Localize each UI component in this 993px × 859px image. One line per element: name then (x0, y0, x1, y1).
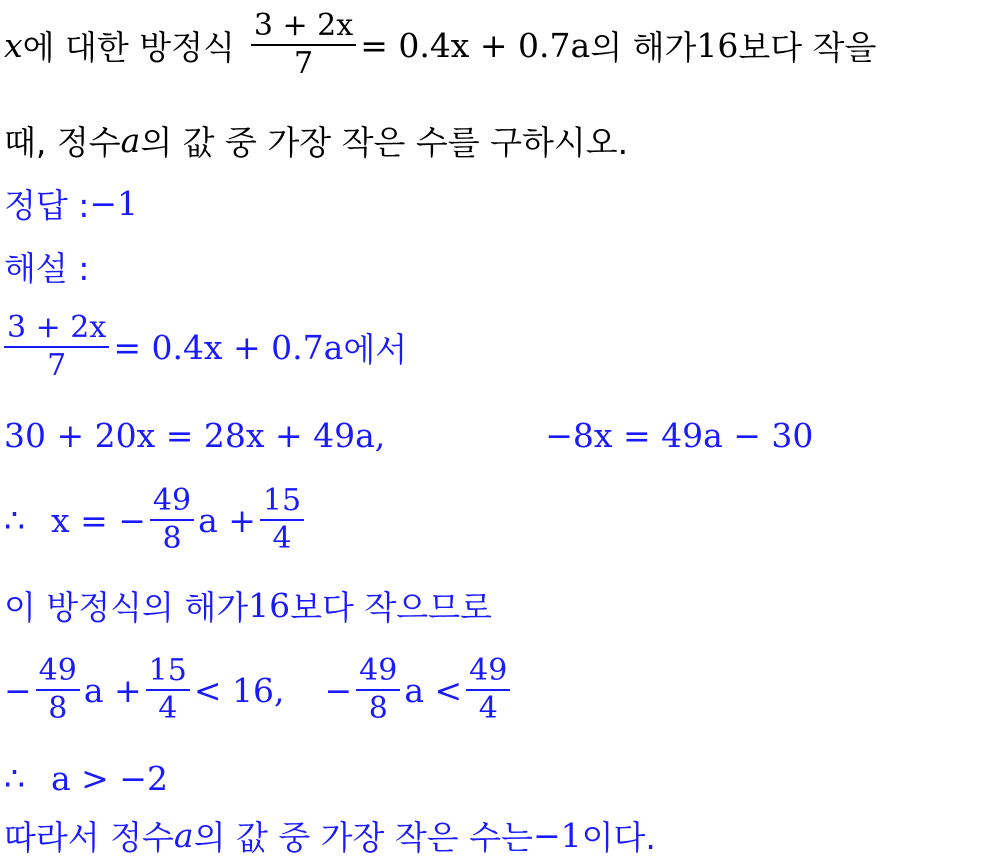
eq1-fraction (4, 310, 109, 384)
problem-line2-variable: a (120, 120, 141, 160)
ineq-minus: − (4, 670, 32, 710)
conclusion-value: −1 (532, 815, 582, 855)
ineq-fraction-1 (36, 653, 80, 727)
conclusion-text-b: 의 값 중 가장 작은 수는 (193, 817, 533, 857)
solution-equation-1 (4, 302, 407, 392)
problem-variable: x (4, 25, 23, 65)
problem-tail-text-2: 보다 작을 (738, 27, 877, 67)
eq3-fraction-2 (260, 483, 304, 557)
ineq-fraction-2-numerator: 15 (146, 653, 190, 691)
ineq2-fraction-1 (356, 653, 400, 727)
result-inequality: a > −2 (51, 758, 168, 798)
problem-fraction-denominator: 7 (293, 46, 314, 81)
answer-label: 정답 : (4, 185, 90, 225)
eq2-left: 30 + 20x = 28x + 49a, (4, 415, 386, 455)
solution-result-line (4, 753, 168, 803)
text1-tail: 보다 작으므로 (290, 587, 492, 627)
ineq2-fraction-1-denominator: 8 (368, 691, 388, 726)
eq1-suffix: 에서 (343, 329, 408, 369)
eq3-fraction-2-denominator: 4 (272, 521, 292, 556)
answer-line (4, 180, 138, 226)
problem-fraction-numerator: 3 + 2x (251, 8, 356, 46)
problem-equation-rhs: = 0.4x + 0.7a (360, 25, 591, 65)
problem-intro-text: 에 대한 방정식 (22, 27, 235, 67)
ineq-middle: a + (83, 670, 142, 710)
problem-number-16: 16 (696, 25, 739, 65)
problem-tail-text-1: 의 해가 (590, 27, 697, 67)
solution-inequality-line (4, 645, 514, 735)
eq3-fraction-1-numerator: 49 (150, 483, 194, 521)
eq1-fraction-denominator: 7 (47, 348, 67, 383)
ineq-fraction-2-denominator: 4 (158, 691, 178, 726)
solution-conclusion-line (4, 812, 656, 858)
text1-a: 이 방정식의 해가 (4, 587, 249, 627)
solution-text-line (4, 582, 492, 628)
solution-equation-2 (4, 410, 813, 460)
conclusion-text-c: 이다. (581, 817, 656, 857)
eq3-fraction-2-numerator: 15 (260, 483, 304, 521)
solution-equation-3 (4, 475, 308, 565)
conclusion-text-a: 따라서 정수 (4, 817, 174, 857)
eq3-lhs: x = − (51, 500, 146, 540)
answer-value: −1 (89, 183, 139, 223)
eq1-fraction-numerator: 3 + 2x (4, 310, 109, 348)
ineq-rhs: < 16, (193, 670, 285, 710)
ineq2-minus: − (324, 670, 353, 710)
eq2-right: −8x = 49a − 30 (545, 415, 814, 455)
problem-line2-text-b: 의 값 중 가장 작은 수를 구하시오. (140, 122, 629, 162)
problem-line-1 (4, 0, 876, 90)
result-therefore-symbol: ∴ (4, 758, 25, 798)
text1-number: 16 (248, 585, 291, 625)
problem-fraction (251, 8, 356, 82)
eq3-fraction-1 (150, 483, 194, 557)
eq1-rhs: = 0.4x + 0.7a (113, 327, 344, 367)
conclusion-variable: a (173, 815, 194, 855)
ineq2-fraction-2-numerator: 49 (466, 653, 510, 691)
ineq-fraction-1-denominator: 8 (48, 691, 68, 726)
ineq-fraction-2 (146, 653, 190, 727)
eq3-therefore-symbol: ∴ (4, 500, 25, 540)
ineq2-fraction-2-denominator: 4 (478, 691, 498, 726)
solution-label: 해설 : (4, 248, 90, 288)
ineq-fraction-1-numerator: 49 (36, 653, 80, 691)
ineq2-middle: a < (404, 670, 463, 710)
problem-line2-text-a: 때, 정수 (4, 122, 121, 162)
ineq2-fraction-2 (466, 653, 510, 727)
eq3-middle: a + (198, 500, 256, 540)
problem-line-2 (4, 115, 628, 165)
eq3-fraction-1-denominator: 8 (162, 521, 182, 556)
ineq2-fraction-1-numerator: 49 (356, 653, 400, 691)
solution-label-line (4, 243, 89, 289)
